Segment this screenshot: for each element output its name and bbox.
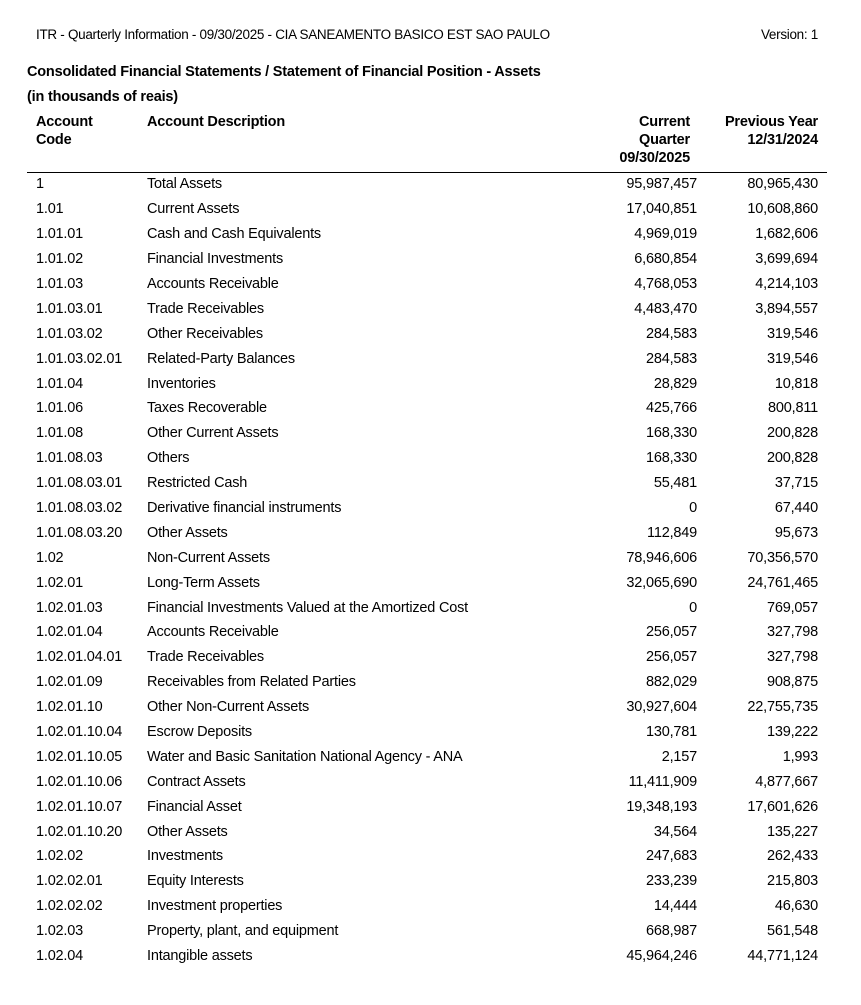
- previous-year-cell: 4,877,667: [755, 773, 818, 790]
- table-row: [27, 744, 827, 769]
- current-quarter-cell: 0: [689, 599, 697, 616]
- account-description-cell: Investment properties: [147, 898, 283, 915]
- table-row: [27, 794, 827, 819]
- account-description-cell: Current Assets: [147, 201, 240, 218]
- table-row: [27, 272, 827, 297]
- current-quarter-cell: 668,987: [645, 923, 697, 940]
- assets-table: [27, 170, 827, 969]
- account-description-cell: Property, plant, and equipment: [147, 923, 339, 940]
- account-code-cell: 1.01.03: [36, 276, 83, 292]
- previous-year-cell: 3,699,694: [755, 251, 818, 268]
- previous-year-cell: 327,798: [766, 649, 818, 666]
- previous-year-cell: 17,601,626: [747, 798, 818, 815]
- table-header: [27, 113, 827, 173]
- previous-year-cell: 908,875: [766, 674, 818, 691]
- previous-year-cell: 200,828: [766, 450, 818, 467]
- account-code-cell: 1.01.08.03: [36, 450, 103, 467]
- account-code-cell: 1: [36, 176, 44, 193]
- version-label: Version: 1: [760, 27, 818, 42]
- previous-year-cell: 3,894,557: [755, 300, 818, 317]
- column-header-previous-year: Previous Year 12/31/2024: [724, 114, 818, 148]
- table-row: [27, 396, 827, 421]
- current-quarter-cell: 256,057: [645, 624, 697, 641]
- previous-year-cell: 262,433: [766, 848, 818, 865]
- table-row: [27, 695, 827, 720]
- current-quarter-cell: 882,029: [645, 674, 697, 691]
- current-quarter-cell: 168,330: [645, 450, 697, 467]
- current-quarter-cell: 247,683: [645, 848, 697, 865]
- current-quarter-cell: 19,348,193: [626, 798, 697, 815]
- previous-year-cell: 200,828: [766, 425, 818, 442]
- table-row: [27, 894, 827, 919]
- table-row: [27, 471, 827, 496]
- account-code-cell: 1.01.04: [36, 375, 83, 392]
- current-quarter-cell: 28,829: [653, 375, 697, 392]
- previous-year-cell: 67,440: [774, 500, 818, 517]
- previous-year-cell: 10,608,860: [747, 201, 818, 218]
- current-quarter-cell: 34,564: [653, 823, 697, 840]
- previous-year-cell: 22,755,735: [747, 699, 818, 716]
- account-description-cell: Financial Investments Valued at the Amortized Cost: [147, 599, 468, 616]
- account-code-cell: 1.02.02: [36, 848, 83, 865]
- current-quarter-cell: 284,583: [645, 350, 697, 367]
- table-row: [27, 520, 827, 545]
- current-quarter-cell: 233,239: [645, 873, 697, 890]
- current-quarter-cell: 78,946,606: [626, 549, 697, 566]
- account-code-cell: 1.02.04: [36, 948, 83, 965]
- account-code-cell: 1.02.01.04: [36, 624, 103, 641]
- table-row: [27, 446, 827, 471]
- account-description-cell: Financial Asset: [147, 798, 242, 815]
- account-code-cell: 1.02.01.04.01: [36, 649, 123, 666]
- current-quarter-cell: 4,969,019: [634, 226, 697, 243]
- table-row: [27, 346, 827, 371]
- previous-year-cell: 135,227: [766, 823, 818, 840]
- current-quarter-cell: 45,964,246: [626, 948, 697, 965]
- previous-year-cell: 800,811: [768, 400, 818, 417]
- previous-year-cell: 4,214,103: [755, 276, 818, 292]
- account-description-cell: Long-Term Assets: [147, 574, 260, 591]
- current-quarter-cell: 130,781: [645, 724, 697, 741]
- previous-year-cell: 44,771,124: [747, 948, 818, 965]
- previous-year-cell: 327,798: [766, 624, 818, 641]
- table-row: [27, 197, 827, 222]
- column-header-current-quarter: Current Quarter 09/30/2025: [619, 114, 690, 166]
- account-description-cell: Intangible assets: [147, 948, 253, 965]
- table-row: [27, 869, 827, 894]
- account-description-cell: Trade Receivables: [147, 649, 264, 666]
- account-code-cell: 1.01.08.03.02: [36, 500, 123, 517]
- table-row: [27, 296, 827, 321]
- current-quarter-cell: 95,987,457: [626, 176, 697, 193]
- account-description-cell: Other Non-Current Assets: [147, 699, 310, 716]
- previous-year-cell: 70,356,570: [747, 549, 818, 566]
- current-quarter-cell: 2,157: [661, 748, 697, 765]
- account-description-cell: Other Current Assets: [147, 425, 279, 442]
- table-row: [27, 247, 827, 272]
- table-row: [27, 371, 827, 396]
- previous-year-cell: 319,546: [766, 350, 818, 367]
- table-row: [27, 620, 827, 645]
- account-code-cell: 1.02.01.10.04: [36, 724, 123, 741]
- account-code-cell: 1.01.08.03.01: [36, 475, 123, 492]
- table-row: [27, 570, 827, 595]
- account-description-cell: Non-Current Assets: [147, 549, 270, 566]
- account-code-cell: 1.02: [36, 549, 64, 566]
- account-description-cell: Restricted Cash: [147, 475, 248, 492]
- account-description-cell: Derivative financial instruments: [147, 500, 342, 517]
- account-code-cell: 1.02.03: [36, 923, 83, 940]
- account-description-cell: Trade Receivables: [147, 300, 264, 317]
- table-row: [27, 944, 827, 969]
- current-quarter-cell: 0: [689, 500, 697, 517]
- account-code-cell: 1.01.03.02.01: [36, 350, 123, 367]
- document-header: [36, 27, 818, 42]
- account-code-cell: 1.02.02.02: [36, 898, 103, 915]
- current-quarter-cell: 14,444: [653, 898, 697, 915]
- previous-year-cell: 24,761,465: [747, 574, 818, 591]
- account-description-cell: Receivables from Related Parties: [147, 674, 356, 691]
- previous-year-cell: 46,630: [774, 898, 818, 915]
- account-description-cell: Total Assets: [147, 176, 222, 193]
- previous-year-cell: 139,222: [766, 724, 818, 741]
- account-description-cell: Accounts Receivable: [147, 276, 279, 292]
- previous-year-cell: 95,673: [774, 524, 818, 541]
- current-quarter-cell: 284,583: [645, 325, 697, 342]
- account-description-cell: Investments: [147, 848, 223, 865]
- current-quarter-cell: 55,481: [653, 475, 697, 492]
- account-code-cell: 1.02.01.09: [36, 674, 103, 691]
- table-row: [27, 222, 827, 247]
- current-quarter-cell: 4,483,470: [634, 300, 697, 317]
- account-code-cell: 1.02.01.10.06: [36, 773, 123, 790]
- account-code-cell: 1.01.03.01: [36, 300, 103, 317]
- previous-year-cell: 80,965,430: [747, 176, 818, 193]
- account-code-cell: 1.02.01.03: [36, 599, 103, 616]
- previous-year-cell: 1,993: [782, 748, 818, 765]
- account-description-cell: Escrow Deposits: [147, 724, 252, 741]
- account-code-cell: 1.02.01.10.05: [36, 748, 123, 765]
- account-code-cell: 1.01: [36, 201, 64, 218]
- current-quarter-cell: 30,927,604: [626, 699, 697, 716]
- account-code-cell: 1.01.06: [36, 400, 83, 417]
- account-description-cell: Inventories: [147, 375, 216, 392]
- account-code-cell: 1.01.02: [36, 251, 83, 268]
- current-quarter-cell: 32,065,690: [626, 574, 697, 591]
- previous-year-cell: 215,803: [766, 873, 818, 890]
- account-description-cell: Other Assets: [147, 823, 228, 840]
- account-code-cell: 1.01.01: [36, 226, 83, 243]
- table-row: [27, 670, 827, 695]
- previous-year-cell: 37,715: [774, 475, 818, 492]
- table-row: [27, 496, 827, 521]
- account-code-cell: 1.02.01.10.07: [36, 798, 123, 815]
- current-quarter-cell: 112,849: [647, 524, 697, 541]
- table-row: [27, 321, 827, 346]
- table-row: [27, 919, 827, 944]
- statement-title: Consolidated Financial Statements / Statement of Financial Position - Assets: [27, 64, 541, 80]
- current-quarter-cell: 6,680,854: [634, 251, 697, 268]
- account-description-cell: Other Receivables: [147, 325, 263, 342]
- table-row: [27, 645, 827, 670]
- account-code-cell: 1.01.08: [36, 425, 83, 442]
- current-quarter-cell: 17,040,851: [626, 201, 697, 218]
- account-description-cell: Taxes Recoverable: [147, 400, 267, 417]
- table-row: [27, 421, 827, 446]
- account-description-cell: Financial Investments: [147, 251, 284, 268]
- account-description-cell: Others: [147, 450, 190, 467]
- previous-year-cell: 769,057: [766, 599, 818, 616]
- current-quarter-cell: 168,330: [645, 425, 697, 442]
- table-row: [27, 595, 827, 620]
- previous-year-cell: 561,548: [766, 923, 818, 940]
- account-code-cell: 1.02.02.01: [36, 873, 103, 890]
- statement-units: (in thousands of reais): [27, 89, 178, 105]
- table-row: [27, 170, 827, 197]
- column-header-account-code: Account Code: [36, 114, 93, 148]
- previous-year-cell: 10,818: [774, 375, 818, 392]
- account-code-cell: 1.01.03.02: [36, 325, 103, 342]
- account-description-cell: Other Assets: [147, 524, 228, 541]
- account-code-cell: 1.02.01.10.20: [36, 823, 123, 840]
- table-row: [27, 844, 827, 869]
- table-row: [27, 769, 827, 794]
- account-description-cell: Cash and Cash Equivalents: [147, 226, 321, 243]
- current-quarter-cell: 11,411,909: [628, 773, 697, 790]
- account-description-cell: Accounts Receivable: [147, 624, 279, 641]
- current-quarter-cell: 256,057: [645, 649, 697, 666]
- column-header-account-description: Account Description: [147, 114, 285, 130]
- previous-year-cell: 1,682,606: [755, 226, 818, 243]
- account-description-cell: Contract Assets: [147, 773, 246, 790]
- table-row: [27, 819, 827, 844]
- table-row: [27, 545, 827, 570]
- document-title: ITR - Quarterly Information - 09/30/2025 - CIA SANEAMENTO BASICO EST SAO PAULO: [36, 27, 550, 42]
- current-quarter-cell: 4,768,053: [634, 276, 697, 292]
- account-code-cell: 1.02.01: [36, 574, 83, 591]
- account-code-cell: 1.01.08.03.20: [36, 524, 123, 541]
- current-quarter-cell: 425,766: [645, 400, 697, 417]
- account-description-cell: Related-Party Balances: [147, 350, 295, 367]
- previous-year-cell: 319,546: [766, 325, 818, 342]
- account-code-cell: 1.02.01.10: [36, 699, 103, 716]
- account-description-cell: Water and Basic Sanitation National Agency - ANA: [147, 748, 463, 765]
- table-row: [27, 720, 827, 745]
- account-description-cell: Equity Interests: [147, 873, 244, 890]
